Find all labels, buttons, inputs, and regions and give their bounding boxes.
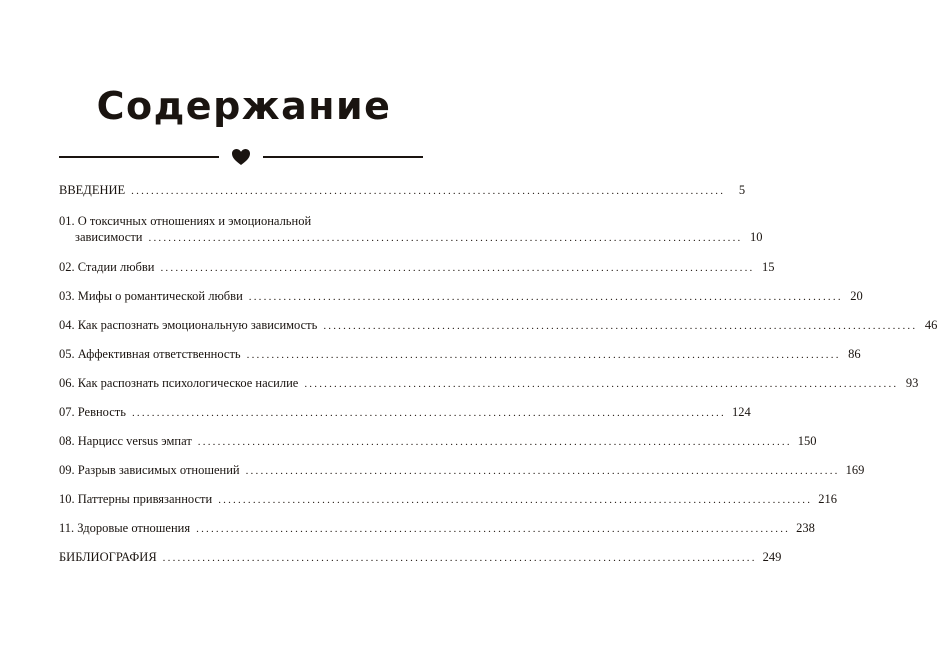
toc-entry-label: 02. Стадии любви [59,260,155,274]
dot-leader: ........................................................................................................................ [304,378,899,390]
toc-entry-page: 10 [750,230,763,244]
toc-entry-page: 150 [797,434,817,448]
toc-entry-introduction[interactable] [59,182,746,199]
toc-entry-label: 06. Как распознать психологическое насилие [59,376,299,390]
dot-leader: ........................................................................................................................ [248,291,843,303]
toc-entry-06[interactable] [59,375,919,392]
toc-entry-bibliography[interactable] [59,549,782,566]
page-title: Содержание [96,84,392,128]
toc-entry-page: 46 [924,318,937,332]
toc-entry-label: 07. Ревность [59,405,126,419]
dot-leader: ........................................................................................................................ [245,465,840,477]
toc-entry-label: 04. Как распознать эмоциональную зависимость [59,318,318,332]
dot-leader: ........................................................................................................................ [246,349,841,361]
toc-entry-label: 03. Мифы о романтической любви [59,289,243,303]
toc-entry-label: 11. Здоровые отношения [59,521,191,535]
dot-leader: ........................................................................................................................ [131,185,726,197]
dot-leader: ........................................................................................................................ [148,232,743,244]
toc-entry-page: 249 [762,550,782,564]
toc-entry-04[interactable] [59,317,937,334]
heart-icon [231,148,251,166]
toc-entry-label: 08. Нарцисс versus эмпат [59,434,192,448]
toc-entry-page: 216 [818,492,837,506]
dot-leader: ........................................................................................................................ [323,320,918,332]
toc-entry-03[interactable] [59,288,863,305]
toc-entry-label-line1: 01. О токсичных отношениях и эмоциональной [59,214,312,228]
toc-entry-page: 169 [845,463,865,477]
heart-divider [59,148,423,166]
toc-entry-10[interactable] [59,491,837,508]
dot-leader: ........................................................................................................................ [162,552,757,564]
toc-entry-11[interactable] [59,520,815,537]
dot-leader: ........................................................................................................................ [131,407,726,419]
toc-entry-page: 238 [796,521,815,535]
divider-line-left [59,156,219,158]
toc-entry-label: зависимости [75,230,143,244]
toc-entry-page: 5 [738,183,746,197]
toc-entry-page: 20 [850,289,863,303]
divider-line-right [263,156,423,158]
dot-leader: ........................................................................................................................ [197,436,792,448]
dot-leader: ........................................................................................................................ [160,262,755,274]
toc-entry-label: ВВЕДЕНИЕ [59,183,126,197]
dot-leader: ........................................................................................................................ [218,494,813,506]
toc-entry-page: 86 [848,347,861,361]
toc-entry-label: 09. Разрыв зависимых отношений [59,463,240,477]
toc-entry-01[interactable] [59,213,763,246]
toc-entry-page: 124 [731,405,751,419]
toc-entry-02[interactable] [59,259,775,276]
dot-leader: ........................................................................................................................ [196,523,791,535]
toc-entry-08[interactable] [59,433,817,450]
toc-entry-05[interactable] [59,346,861,363]
toc-entry-label: БИБЛИОГРАФИЯ [59,550,157,564]
toc-entry-page: 93 [905,376,919,390]
toc-entry-label: 10. Паттерны привязанности [59,492,213,506]
toc-entry-label: 05. Аффективная ответственность [59,347,241,361]
toc-entry-09[interactable] [59,462,865,479]
toc-entry-07[interactable] [59,404,751,421]
toc-entry-page: 15 [761,260,775,274]
